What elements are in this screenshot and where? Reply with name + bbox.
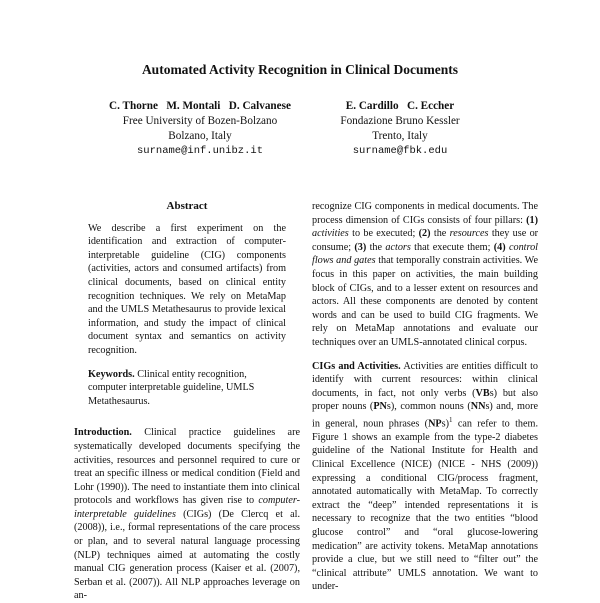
- text: s), common nouns (: [386, 401, 471, 413]
- keywords: [74, 368, 300, 409]
- intro-text: (CIGs) (De Clercq et al. (2008)), i.e., formal representations of the care process or plan, and to several natural language processing (NLP) techniques aimed at automating the costly manual CIG generation process (Kaiser et al. (2007), Serban et al. (2007)). All NLP approaches leverage on an-: [74, 508, 301, 602]
- text: Activities are entities difficult to identify with current resources: within clinical documents, in fact, not only verbs (: [312, 360, 539, 399]
- author-affiliation: Fondazione Bruno Kessler: [340, 115, 460, 127]
- text: recognize CIG components in medical documents. The process dimension of CIGs consists of four pillars:: [312, 201, 538, 226]
- text: the: [369, 241, 383, 253]
- left-column: [74, 200, 300, 603]
- pos-tag: VB: [475, 387, 490, 399]
- text: the: [433, 228, 447, 240]
- author-block-left: [100, 99, 300, 159]
- right-column: [312, 200, 538, 594]
- pillar-number: (2): [418, 228, 431, 240]
- cig-activities-paragraph: [312, 360, 538, 594]
- pos-tag: NN: [470, 401, 486, 413]
- pos-tag: NP: [428, 418, 442, 430]
- text: they use or consume;: [312, 228, 539, 253]
- text: s): [441, 418, 450, 430]
- text: that execute them;: [414, 241, 491, 253]
- intro-heading: Introduction.: [74, 427, 132, 439]
- author-block-right: [300, 99, 500, 159]
- intro-paragraph: [74, 426, 300, 603]
- cig-pillars-paragraph: [312, 200, 538, 350]
- author-email: surname@inf.unibz.it: [136, 145, 264, 157]
- author-location: Trento, Italy: [372, 130, 428, 142]
- pillar-term: actors: [385, 241, 411, 253]
- paper-title: Automated Activity Recognition in Clinical Documents: [141, 62, 459, 77]
- author-location: Bolzano, Italy: [168, 130, 232, 142]
- pillar-term: control flows and gates: [312, 241, 539, 267]
- keywords-label: Keywords.: [88, 368, 135, 380]
- keywords-text: Clinical entity recognition, computer interpretable guideline, UMLS Metathesaurus.: [88, 368, 255, 407]
- pillar-number: (3): [354, 241, 367, 253]
- pillar-term: resources: [449, 228, 489, 240]
- text: can refer to them. Figure 1 shows an example from the type-2 diabetes guideline of the National Institute for Health and Clinical Excellence (NICE) (NICE - NHS (2009)) expressing a conditional CIG/process fragment, annotated automatically with MetaMap. To correctly extract the “deep” intended representations it is necessary to recognize that the two entities “blood glucose control” and “oral glucose-lowering medication” are activity tokens. MetaMap annotations provide a clue, but we still need to “filter out” the “clinical attribute” UMLS annotation. We want to under-: [312, 418, 539, 593]
- footnote-mark[interactable]: 1: [449, 415, 453, 424]
- author-affiliation: Free University of Bozen-Bolzano: [122, 115, 278, 127]
- pos-tag: PN: [373, 401, 387, 413]
- intro-emphasis: computer-interpretable guidelines: [74, 495, 301, 520]
- intro-text: Clinical practice guidelines are systematically developed documents specifying the activities, resources and personnel required to cure or treat an specific illness or medical condition (Field and Lohr (1990)). The need to instantiate them into clinical protocols and workflows has given rise to: [74, 427, 300, 507]
- text: to be executed;: [352, 228, 416, 240]
- pillar-term: activities: [312, 228, 349, 240]
- author-names: E. Cardillo C. Eccher: [345, 100, 455, 112]
- author-names: C. Thorne M. Montali D. Calvanese: [109, 100, 291, 112]
- pillar-number: (1): [526, 214, 538, 226]
- text: s) and, more in general, noun phrases (: [312, 401, 538, 430]
- text: s) but also proper nouns (: [312, 387, 538, 413]
- abstract-text: We describe a first experiment on the identification and extraction of computer-interpretable guideline (CIG) components (activities, actors and consumed artifacts) from clinical documents, based on clinical entity recognition techniques. We rely on MetaMap and the UMLS Metathesaurus to provide lexical information, and study the impact of clinical document syntax and semantics on activity recognition.: [88, 222, 286, 356]
- text: that temporally constrain activities. We focus in this paper on activities, the main building block of CIGs, and to a lesser extent on resources and actors. All these components are denoted by content words and can be used to build CIG fragments. We rely on MetaMap annotations and evaluate our techniques over an UMLS-annotated clinical corpus.: [312, 255, 538, 348]
- pillar-number: (4): [493, 241, 506, 253]
- author-email: surname@fbk.edu: [352, 145, 448, 157]
- cig-heading: CIGs and Activities.: [312, 360, 401, 372]
- abstract-heading: Abstract: [166, 200, 208, 212]
